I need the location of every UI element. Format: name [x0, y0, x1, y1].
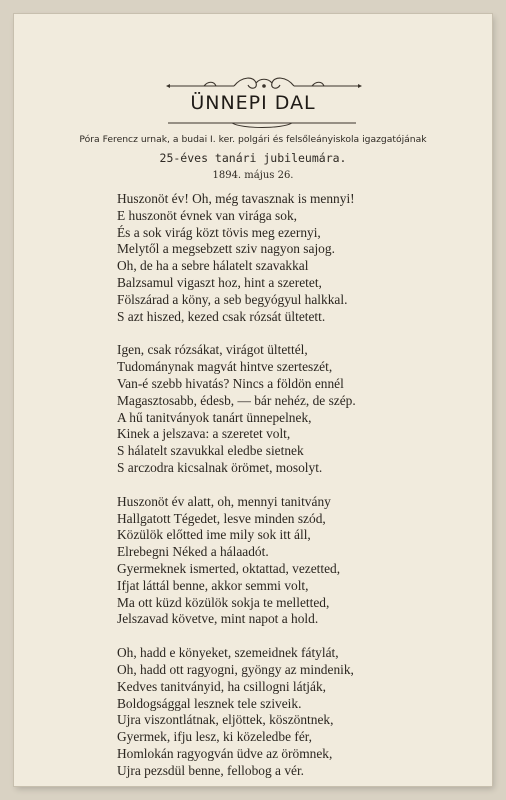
poem-line: Ifjat láttál benne, akkor semmi volt,	[117, 577, 309, 593]
stanza	[117, 191, 447, 325]
date-line: 1894. május 26.	[212, 170, 294, 181]
poem-line: És a sok virág közt tövis meg ezernyi,	[117, 224, 321, 240]
poem-line: S azt hiszed, kezed csak rózsát ültetett.	[117, 308, 326, 324]
document-page	[14, 14, 492, 786]
poem-line: Boldogsággal lesznek tele sziveik.	[117, 695, 302, 711]
poem-line: Igen, csak rózsákat, virágot ültettél,	[117, 342, 308, 358]
poem-line: Oh, hadd ott ragyogni, gyöngy az mindenik,	[117, 661, 354, 677]
poem-line: Melytől a megsebzett sziv nagyon sajog.	[117, 241, 335, 257]
poem-line: Oh, de ha a sebre hálatelt szavakkal	[117, 258, 309, 274]
poem-title: ÜNNEPI DAL	[190, 92, 316, 114]
poem-line: Van-é szebb hivatás? Nincs a földön ennél	[117, 375, 344, 391]
poem-line: Magasztosabb, édesb, — bár nehéz, de szép.	[117, 392, 356, 408]
poem-line: Huszonöt év! Oh, még tavasznak is mennyi!	[117, 191, 355, 206]
poem-line: Ujra pezsdül benne, fellobog a vér.	[117, 762, 305, 778]
poem-line: Kedves tanitványid, ha csillogni látják,	[117, 678, 326, 694]
poem-line: Tudománynak magvát hintve szerteszét,	[117, 359, 333, 375]
poem-line: Gyermeknek ismerted, oktattad, vezetted,	[117, 560, 341, 576]
stanza	[117, 645, 447, 779]
poem-line: Ma ott küzd közülök sokja te melletted,	[117, 594, 330, 610]
poem-line: Balzsamul vigaszt hoz, hint a szeretet,	[117, 274, 322, 290]
poem-line: Kinek a jelszava: a szeretet volt,	[117, 426, 291, 442]
stanza	[117, 494, 447, 628]
poem-line: Huszonöt év alatt, oh, mennyi tanitvány	[117, 493, 331, 509]
poem-line: Oh, hadd e könyeket, szemeidnek fátylát,	[117, 645, 339, 661]
poem-line: Fölszárad a köny, a seb begyógyul halkkal.	[117, 291, 348, 307]
poem-body	[117, 191, 447, 797]
poem-line: S arczodra kicsalnak örömet, mosolyt.	[117, 459, 323, 475]
title-underline-flourish-icon	[162, 117, 362, 131]
poem-line: Elrebegni Néked a hálaadót.	[117, 544, 269, 560]
ornament-flourish-icon	[164, 72, 364, 94]
poem-line: Gyermek, ifju lesz, ki közeledbe fér,	[117, 729, 313, 745]
stanza	[117, 342, 447, 476]
poem-line: A hű tanitványok tanárt ünnepelnek,	[117, 409, 312, 425]
dedication: Póra Ferencz urnak, a budai I. ker. polgári és felsőleányiskola igazgatójának	[79, 134, 427, 145]
poem-line: Ujra viszontlátnak, eljöttek, köszöntnek,	[117, 712, 334, 728]
poem-line: Jelszavad követve, mint napot a hold.	[117, 611, 319, 627]
poem-line: Közülök előtted ime mily sok itt áll,	[117, 527, 311, 543]
poem-line: Homlokán ragyogván üdve az örömnek,	[117, 745, 333, 761]
poem-line: E huszonöt évnek van virága sok,	[117, 207, 297, 223]
occasion-line: 25-éves tanári jubileumára.	[159, 151, 347, 165]
poem-line: S hálatelt szavukkal eledbe sietnek	[117, 443, 304, 459]
poem-line: Hallgatott Tégedet, lesve minden szód,	[117, 510, 326, 526]
